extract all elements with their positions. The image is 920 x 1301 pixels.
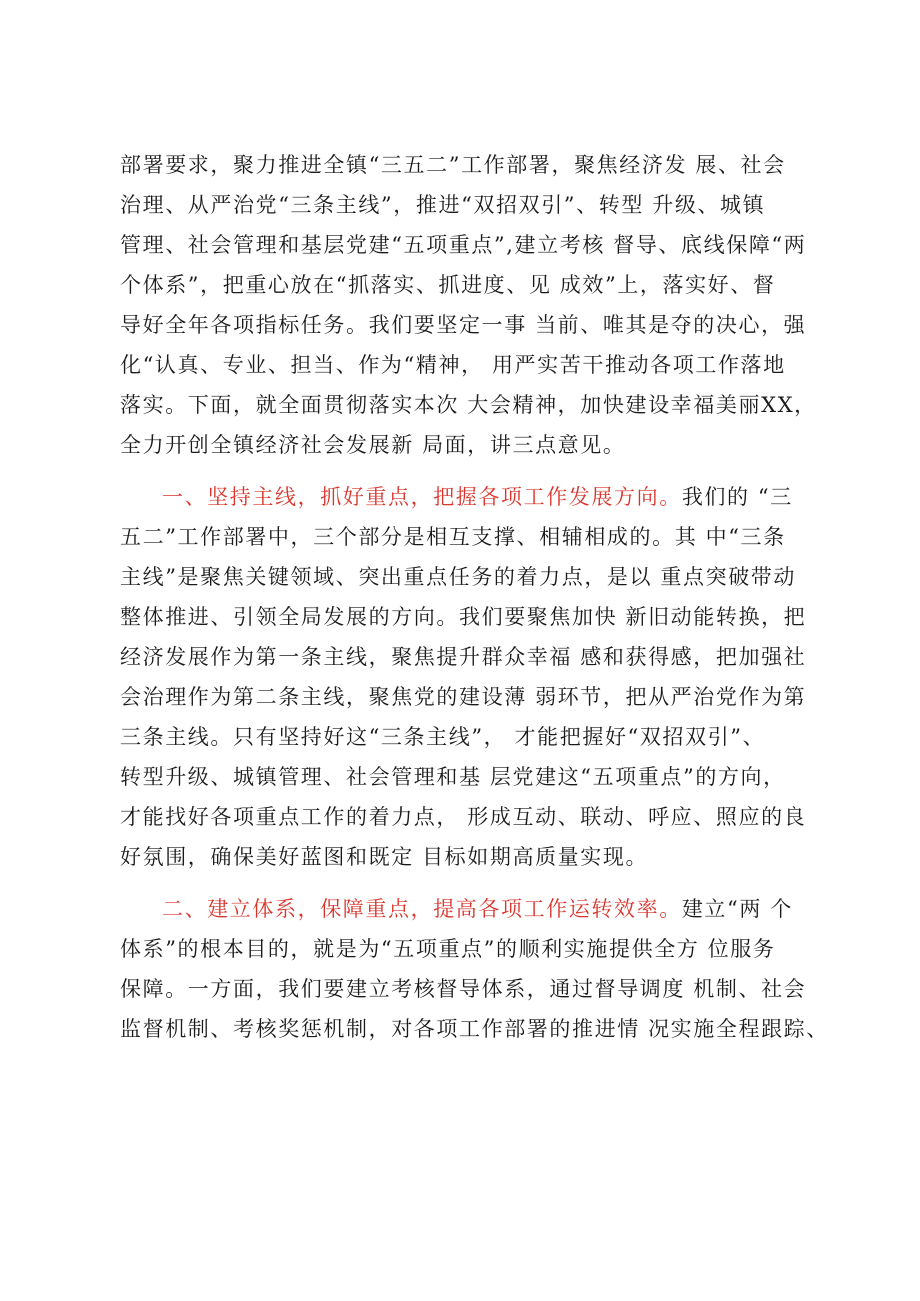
text-line: 化“认真、专业、担当、作为“精神， 用严实苦干推动各项工作落地	[120, 353, 786, 377]
heading-line	[120, 889, 825, 929]
text-line: 主线”是聚焦关键领域、突出重点任务的着力点，是以 重点突破带动	[120, 565, 797, 589]
paragraph-1	[120, 145, 825, 465]
text-line: 好氛围，确保美好蓝图和既定 目标如期高质量实现。	[120, 845, 649, 869]
text-line: 治理、从严治党“三条主线”，推进“双招双引”、转型 升级、城镇	[120, 193, 766, 217]
text-line: 整体推进、引领全局发展的方向。我们要聚焦加快 新旧动能转换，把	[120, 605, 807, 629]
text-line: 体系”的根本目的，就是为“五项重点”的顺利实施提供全方 位服务	[120, 937, 776, 961]
heading-line-rest: 建立“两 个	[681, 897, 793, 921]
text-line: 监督机制、考核奖惩机制，对各项工作部署的推进情 况实施全程跟踪、	[120, 1017, 829, 1041]
text-line: 五二”工作部署中，三个部分是相互支撑、相辅相成的。其 中“三条	[120, 525, 786, 549]
text-line: 三条主线。只有坚持好这“三条主线”， 才能把握好“双招双引”、	[120, 725, 766, 749]
text-line: 落实。下面，就全面贯彻落实本次 大会精神，加快建设幸福美丽XX，	[120, 393, 817, 417]
text-line: 个体系”，把重心放在“抓落实、抓进度、见 成效”上，落实好、督	[120, 273, 776, 297]
text-line: 全力开创全镇经济社会发展新 局面，讲三点意见。	[120, 433, 626, 457]
heading-line	[120, 477, 825, 517]
heading-line-rest: 我们的 “三	[681, 485, 793, 509]
section-heading-2: 二、建立体系，保障重点，提高各项工作运转效率。	[162, 897, 682, 921]
text-line: 管理、社会管理和基层党建“五项重点”,建立考核 督导、底线保障“两	[120, 233, 807, 257]
section-heading-1: 一、坚持主线，抓好重点，把握各项工作发展方向。	[162, 485, 682, 509]
text-line: 转型升级、城镇管理、社会管理和基 层党建这“五项重点”的方向，	[120, 765, 786, 789]
text-line: 才能找好各项重点工作的着力点， 形成互动、联动、呼应、照应的良	[120, 805, 807, 829]
paragraph-spacer	[120, 877, 825, 889]
text-line: 导好全年各项指标任务。我们要坚定一事 当前、唯其是夺的决心，强	[120, 313, 807, 337]
paragraph-3	[120, 889, 829, 1049]
paragraph-2	[120, 477, 825, 877]
text-line: 部署要求，聚力推进全镇“三五二”工作部署，聚焦经济发 展、社会	[120, 153, 786, 177]
paragraph-spacer	[120, 465, 825, 477]
text-line: 经济发展作为第一条主线，聚焦提升群众幸福 感和获得感，把加强社	[120, 645, 807, 669]
text-line: 保障。一方面，我们要建立考核督导体系，通过督导调度 机制、社会	[120, 977, 807, 1001]
text-line: 会治理作为第二条主线，聚焦党的建设薄 弱环节，把从严治党作为第	[120, 685, 807, 709]
document-body	[120, 145, 829, 1049]
